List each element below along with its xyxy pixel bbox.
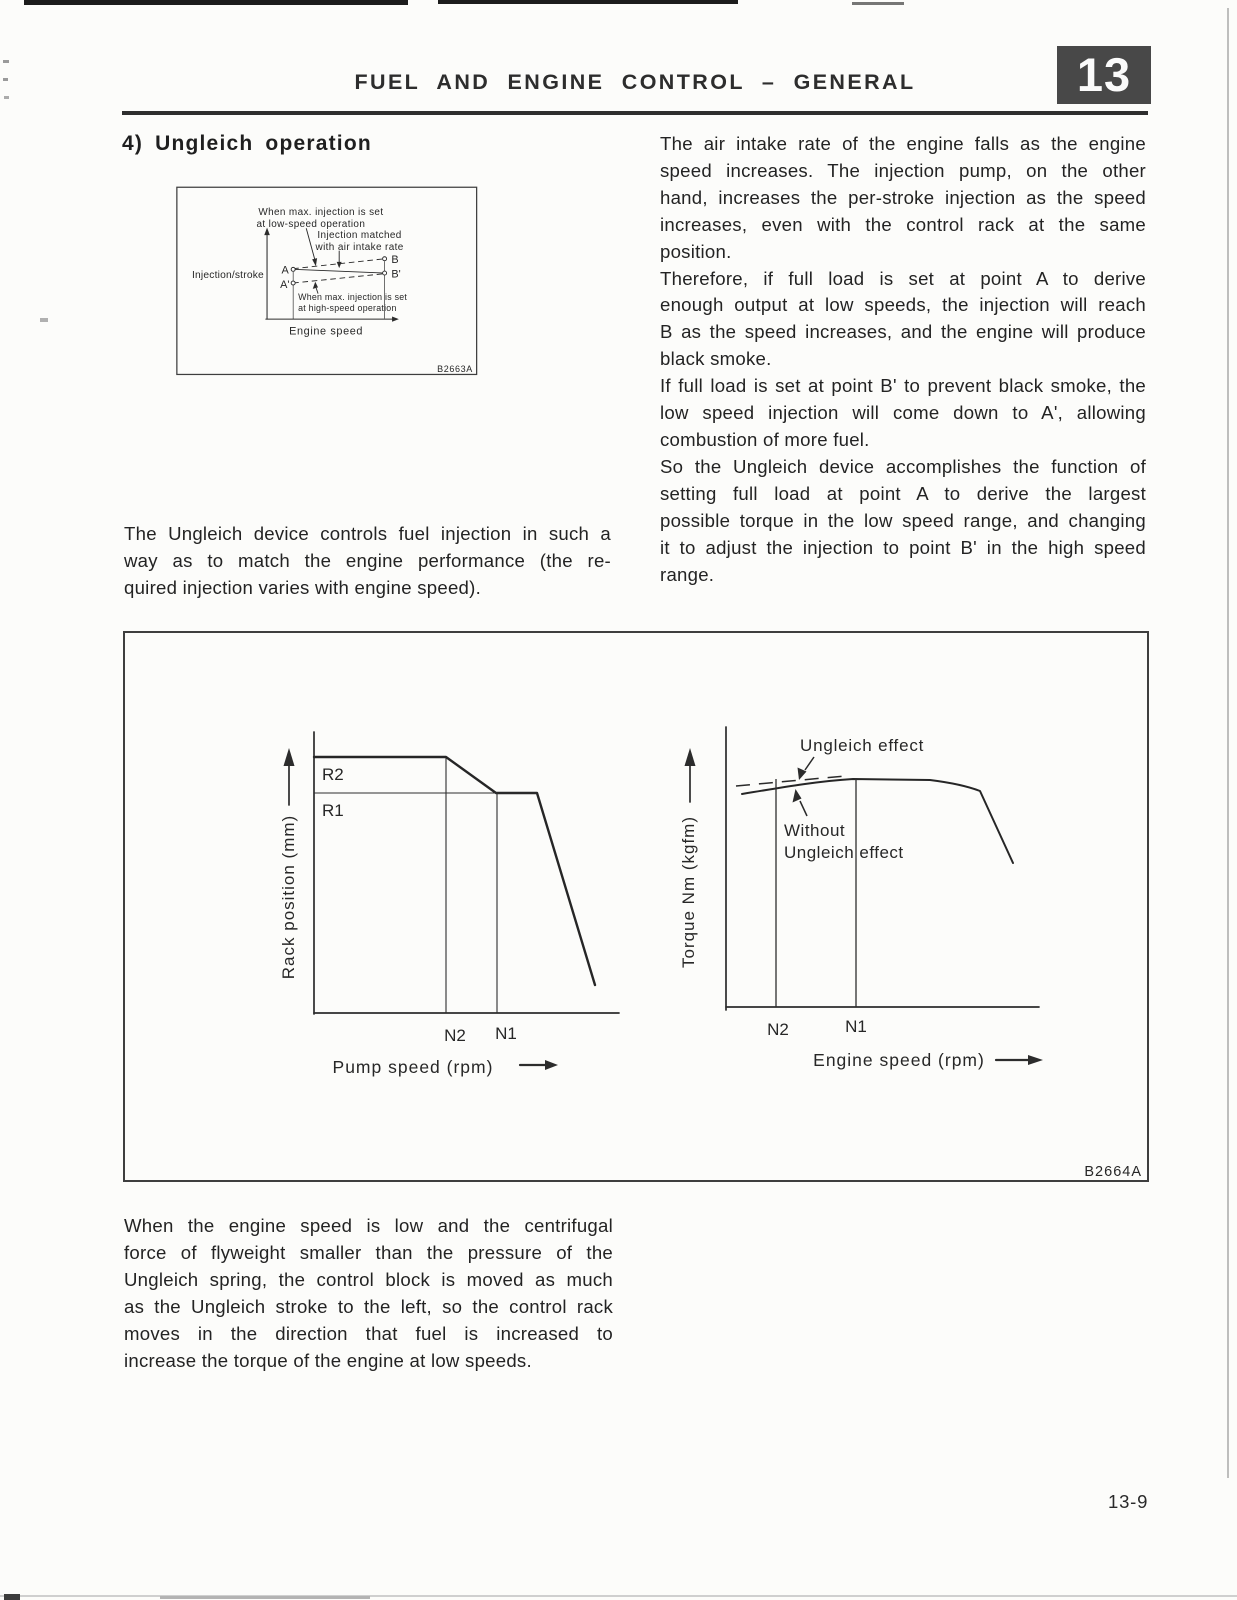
scan-artifact: [1227, 8, 1229, 1478]
text-line: way as to match the engine performance (the re-: [124, 549, 611, 571]
text-line: force of flyweight smaller than the pressure of the: [124, 1241, 613, 1263]
text-line: Therefore, if full load is set at point A to derive: [660, 267, 1146, 289]
leader-without-arrowhead: [793, 789, 802, 803]
rack-position-chart: [279, 732, 619, 1077]
point-b-prime-label: B': [391, 268, 401, 281]
scan-artifact: [40, 318, 48, 322]
y-axis-label: Injection/stroke: [191, 270, 264, 282]
y-axis-label: Rack position (mm): [279, 814, 298, 980]
scan-artifact: [4, 96, 9, 99]
text-line: B as the speed increases, and the engine will produce: [660, 321, 1146, 343]
label-low-speed-line2: at low-speed operation: [256, 219, 366, 231]
text-line: hand, increases the per-stroke injection as the speed: [660, 186, 1146, 208]
dashed-line-aprime-bprime: [293, 274, 384, 283]
point-b-label: B: [391, 254, 399, 267]
text-line: setting full load at point A to derive the largest: [660, 482, 1146, 504]
leader-ungleich: [805, 757, 814, 770]
r2-label: R2: [322, 765, 344, 784]
leader-low-speed-arrowhead: [312, 258, 317, 266]
right-column-paragraphs: [660, 131, 1146, 588]
x-direction-arrowhead: [1028, 1055, 1043, 1065]
solid-line-a-bprime: [293, 269, 384, 273]
leader-matched-arrowhead: [337, 262, 342, 268]
text-line: black smoke.: [660, 348, 772, 370]
figure-code: B2664A: [1084, 1164, 1142, 1180]
point-b-marker: [383, 257, 387, 261]
text-line: as the Ungleich stroke to the left, so the control rack: [124, 1295, 613, 1317]
label-low-speed-line1: When max. injection is set: [258, 207, 384, 219]
text-line: combustion of more fuel.: [660, 428, 870, 450]
ungleich-effect-label: Ungleich effect: [800, 736, 925, 755]
point-a-marker: [291, 267, 295, 271]
text-line: If full load is set at point B' to prevent black smoke, the: [660, 375, 1146, 397]
scan-artifact: [160, 1596, 370, 1599]
without-label-line1: Without: [784, 821, 846, 840]
x-axis-label: Engine speed: [289, 325, 364, 338]
y-direction-arrowhead: [685, 748, 696, 766]
text-line: speed increases. The injection pump, on the other: [660, 159, 1146, 181]
text-line: range.: [660, 563, 715, 585]
x-axis-label: Pump speed (rpm): [332, 1057, 494, 1077]
text-line: moves in the direction that fuel is increased to: [124, 1322, 613, 1344]
bottom-paragraph: [124, 1213, 613, 1374]
leader-low-speed: [306, 228, 315, 260]
x-direction-arrowhead: [545, 1060, 558, 1070]
section-heading: 4) Ungleich operation: [122, 132, 372, 155]
scan-artifact: [4, 1594, 20, 1600]
figure-injection-stroke: [121, 186, 609, 492]
scan-artifact: [852, 2, 904, 5]
page-title: FUEL AND ENGINE CONTROL – GENERAL: [354, 70, 916, 94]
label-high-speed-line1: When max. injection is set: [298, 291, 408, 302]
text-line: low speed injection will come down to A', allowing: [660, 402, 1146, 424]
figure-frame: [124, 632, 1148, 1181]
x-axis-arrowhead: [392, 316, 399, 321]
text-line: quired injection varies with engine speed).: [124, 576, 482, 598]
text-line: When the engine speed is low and the centrifugal: [124, 1215, 613, 1236]
text-line: So the Ungleich device accomplishes the function of: [660, 455, 1146, 477]
y-axis-label: Torque Nm (kgfm): [679, 815, 698, 969]
text-line: increases, even with the control rack at the same: [660, 213, 1146, 235]
label-high-speed-line2: at high-speed operation: [298, 303, 397, 314]
torque-chart: [679, 727, 1043, 1070]
text-line: The Ungleich device controls fuel injection in such a: [124, 523, 611, 544]
point-b-prime-marker: [383, 271, 387, 275]
text-line: position.: [660, 240, 732, 262]
leader-high-speed-arrowhead: [313, 282, 318, 289]
left-column-paragraph: [124, 521, 611, 602]
y-direction-arrowhead: [284, 748, 295, 766]
point-a-prime-label: A': [280, 279, 290, 291]
label-matched-line1: Injection matched: [317, 230, 402, 242]
scan-artifact: [3, 78, 8, 81]
n2-label: N2: [767, 1020, 789, 1039]
n2-label: N2: [444, 1026, 466, 1045]
page-number: 13-9: [1108, 1491, 1149, 1512]
label-matched-line2: with air intake rate: [315, 242, 404, 254]
text-line: increase the torque of the engine at low speeds.: [124, 1349, 532, 1371]
without-label-line2: Ungleich effect: [784, 843, 904, 862]
chapter-number-badge: 13: [1057, 46, 1151, 104]
text-line: it to adjust the injection to point B' in the high speed: [660, 536, 1146, 558]
scan-artifact: [24, 0, 408, 5]
scan-artifact: [438, 0, 738, 4]
x-axis-label: Engine speed (rpm): [813, 1050, 985, 1070]
text-line: Ungleich spring, the control block is moved as much: [124, 1268, 613, 1290]
scan-artifact: [3, 60, 9, 63]
rack-position-curve: [314, 757, 595, 985]
figure-code: B2663A: [437, 363, 473, 374]
header-rule: [122, 111, 1148, 115]
r1-label: R1: [322, 801, 344, 820]
figure-rack-torque: [122, 630, 1151, 1185]
n1-label: N1: [495, 1024, 517, 1043]
text-line: possible torque in the low speed range, and changing: [660, 509, 1146, 531]
leader-without: [800, 801, 807, 816]
point-a-prime-marker: [291, 281, 295, 285]
text-line: enough output at low speeds, the injection will reach: [660, 294, 1146, 316]
text-line: The air intake rate of the engine falls as the engine: [660, 133, 1146, 154]
n1-label: N1: [845, 1017, 867, 1036]
point-a-label: A: [281, 264, 289, 277]
